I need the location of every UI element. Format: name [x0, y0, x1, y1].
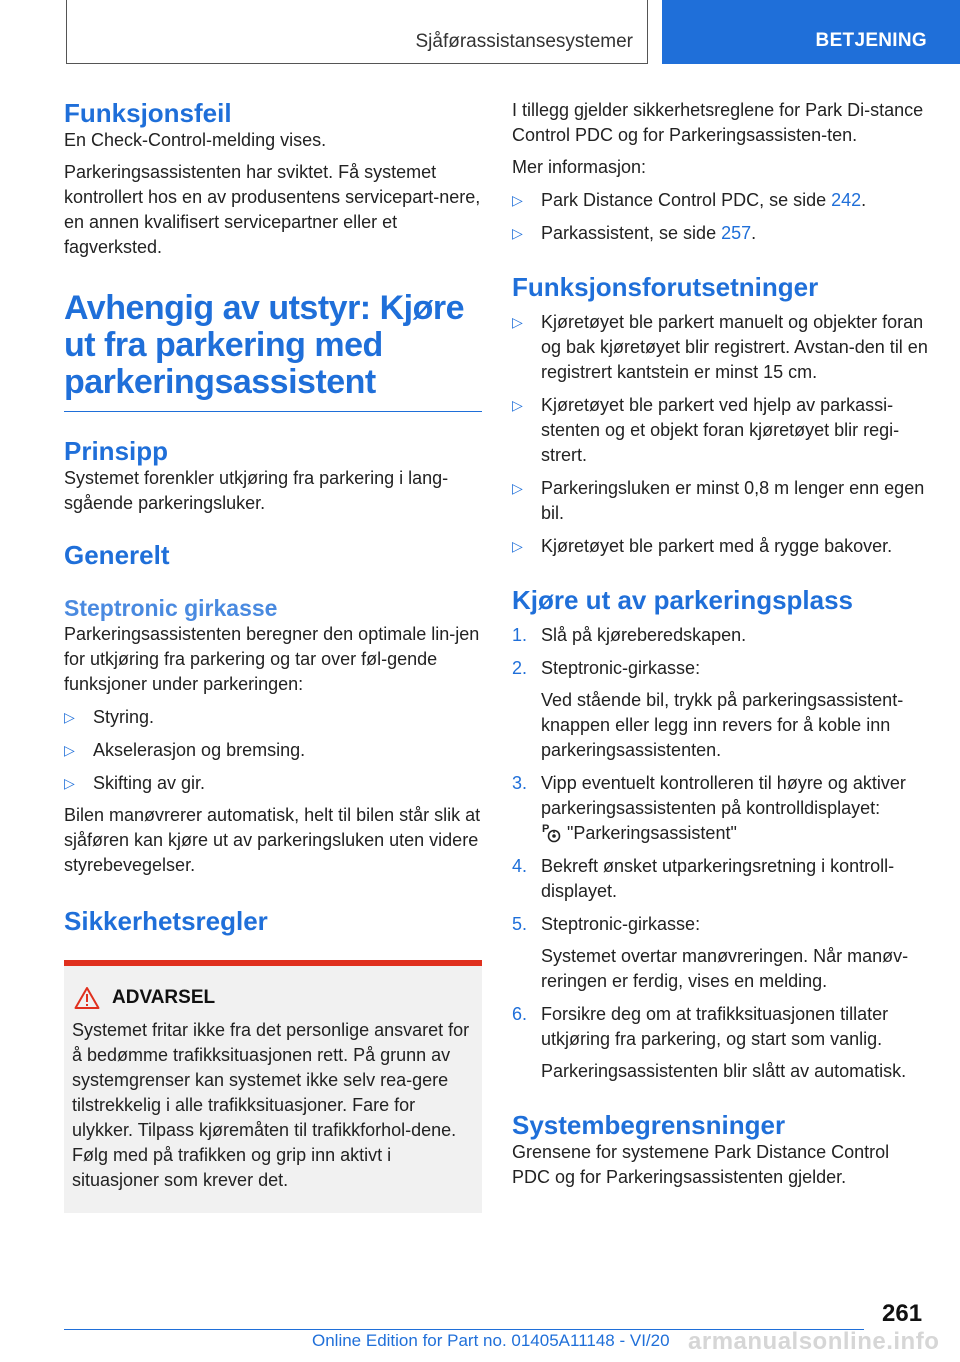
triangle-bullet-icon: ▷	[64, 709, 75, 725]
list-item: ▷ Kjøretøyet ble parkert ved hjelp av parkassi-stenten og et objekt foran kjøretøyet blir regi-strert.	[512, 395, 900, 465]
prinsipp-text: Systemet forenkler utkjøring fra parkering i lang-sgående parkeringsluker.	[64, 468, 449, 513]
triangle-bullet-icon: ▷	[64, 775, 75, 791]
triangle-bullet-icon: ▷	[64, 742, 75, 758]
triangle-bullet-icon: ▷	[512, 192, 523, 208]
footer-edition: Online Edition for Part no. 01405A11148 - VI/20	[312, 1331, 670, 1350]
heading-kjore-ut: Kjøre ut av parkeringsplass	[512, 585, 854, 615]
triangle-bullet-icon: ▷	[512, 314, 523, 330]
svg-text:P: P	[542, 823, 550, 835]
right-column	[512, 98, 932, 1190]
funksjonsfeil-text-1: En Check-Control-melding vises.	[64, 130, 327, 150]
list-item: 4. Bekreft ønsket utparkeringsretning i kontroll-displayet.	[512, 856, 895, 901]
warning-triangle-icon	[74, 986, 100, 1010]
steptronic-list	[64, 705, 482, 796]
heading-steptronic: Steptronic girkasse	[64, 595, 278, 621]
funksjonsfeil-text-2: Parkeringsassistenten har sviktet. Få systemet kontrollert hos en av produsentens servicepart-nere, en annen kvalifisert servicepartner eller et fagverksted.	[64, 162, 481, 257]
list-item: 6. Forsikre deg om at trafikksituasjonen tillater utkjøring fra parkering, og start som vanlig. Parkeringsassistenten blir slått av automatisk.	[512, 1004, 907, 1081]
list-item: ▷ Styring.	[64, 705, 482, 730]
main-heading: Avhengig av utstyr: Kjøre ut fra parkering med parkeringsassistent	[64, 289, 464, 401]
list-item: 3. Vipp eventuelt kontrolleren til høyre og aktiver parkeringsassistenten på kontrolldisplayet: P "Parkeringsassistent"	[512, 773, 906, 843]
heading-sikkerhetsregler: Sikkerhetsregler	[64, 906, 268, 936]
steptronic-text: Parkeringsassistenten beregner den optimale lin-jen for utkjøring fra parkering og tar over føl-gende funksjoner under parkeringen:	[64, 624, 480, 694]
parking-assistant-icon	[541, 821, 561, 843]
page-link-242[interactable]: 242	[831, 190, 862, 210]
list-item: 5. Steptronic-girkasse: Systemet overtar manøvreringen. Når manøv-reringen er ferdig, vises en melding.	[512, 914, 909, 991]
triangle-bullet-icon: ▷	[512, 538, 523, 554]
left-column	[64, 98, 482, 1213]
forutsetninger-list	[512, 310, 932, 559]
heading-funksjonsfeil: Funksjonsfeil	[64, 98, 232, 128]
mer-info-text: Mer informasjon:	[512, 157, 647, 177]
list-item: ▷ Akselerasjon og bremsing.	[64, 738, 482, 763]
list-item: ▷ Kjøretøyet ble parkert manuelt og objekter foran og bak kjøretøyet blir registrert. Avstan-den til en registrert kantstein er minst 15 cm.	[512, 312, 928, 382]
heading-generelt: Generelt	[64, 540, 170, 570]
heading-funksjonsforutsetninger: Funksjonsforutsetninger	[512, 272, 819, 302]
systembegrensninger-text: Grensene for systemene Park Distance Control PDC og for Parkeringsassistenten gjelder.	[512, 1142, 890, 1187]
list-item: ▷ Parkassistent, se side 257.	[512, 221, 932, 246]
list-item: 1. Slå på kjøreberedskapen.	[512, 625, 747, 645]
page-number: 261	[882, 1300, 923, 1327]
page-link-257[interactable]: 257	[721, 223, 752, 243]
list-item: ▷ Skifting av gir.	[64, 771, 482, 796]
info-links-list	[512, 188, 932, 246]
heading-prinsipp: Prinsipp	[64, 436, 169, 466]
header-chapter-tab[interactable]	[662, 0, 960, 64]
warning-text: Systemet fritar ikke fra det personlige ansvaret for å bedømme trafikksituasjonen rett. På grunn av systemgrenser kan systemet ikke selv rea-gere tilstrekkelig i alle trafikksituasjoner. Fare for ulykker. Tilpass kjøremåten til trafikkforhol-dene. Følg med på trafikken og grip inn aktivt i situasjoner som krever det.	[72, 1020, 470, 1190]
steptronic-after-text: Bilen manøvrerer automatisk, helt til bilen står slik at sjåføren kan kjøre ut av parkeringsluken uten videre styrebevegelser.	[64, 805, 481, 875]
triangle-bullet-icon: ▷	[512, 225, 523, 241]
list-item: ▷ Kjøretøyet ble parkert med å rygge bakover.	[512, 534, 932, 559]
warning-box	[64, 960, 482, 1213]
list-item: ▷ Parkeringsluken er minst 0,8 m lenger enn egen bil.	[512, 478, 925, 523]
warning-label: ADVARSEL	[112, 987, 216, 1008]
steps-list	[512, 623, 932, 1084]
triangle-bullet-icon: ▷	[512, 480, 523, 496]
header-chapter-label: BETJENING	[815, 30, 927, 51]
list-item: ▷ Park Distance Control PDC, se side 242.	[512, 188, 932, 213]
watermark-text: armanualsonline.info	[688, 1328, 940, 1355]
intro-text: I tillegg gjelder sikkerhetsreglene for Park Di-stance Control PDC og for Parkeringsassisten-ten.	[512, 100, 924, 145]
triangle-bullet-icon: ▷	[512, 397, 523, 413]
list-item: 2. Steptronic-girkasse: Ved stående bil, trykk på parkeringsassistent-knappen eller legg inn revers for å koble inn parkeringsassistenten.	[512, 658, 904, 760]
header-left-box	[66, 0, 648, 64]
header-section-title: Sjåførassistansesystemer	[415, 31, 633, 52]
heading-systembegrensninger: Systembegrensninger	[512, 1110, 786, 1140]
main-heading-rule	[64, 411, 482, 412]
